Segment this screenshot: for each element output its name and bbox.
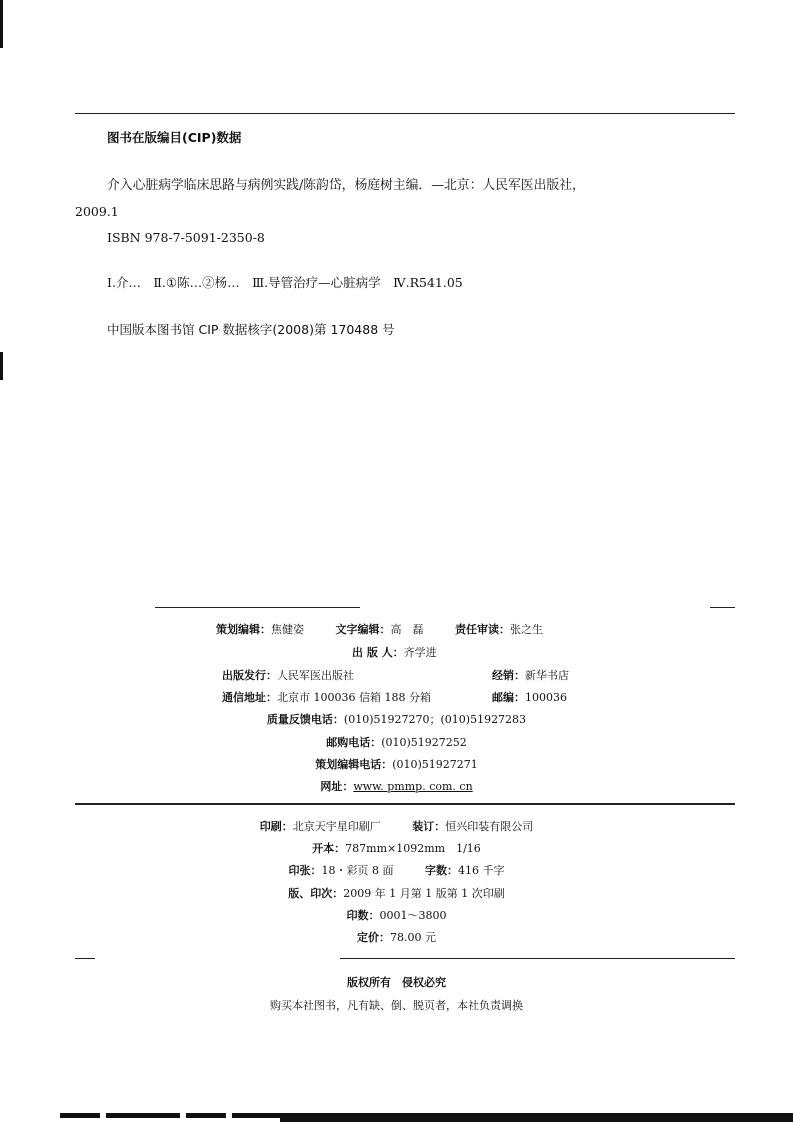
edition-row [0,886,793,902]
distributor: 新华书店 [525,669,569,682]
planning-phone-row [0,757,793,773]
sheets: 18・彩页 8 面 [321,864,394,877]
price: 78.00 元 [390,931,436,944]
planning-phone: (010)51927271 [392,758,478,771]
cip-record-line2: 2009.1 [75,204,119,219]
print-run: 0001～3800 [379,909,447,922]
address: 北京市 100036 信箱 188 分箱 [277,691,431,704]
printer-row [0,819,793,835]
mail-order-phone: (010)51927252 [381,736,467,749]
proofreader-label: 责任审读： [455,623,510,636]
isbn: ISBN 978-7-5091-2350-8 [107,230,265,245]
cip-heading: 图书在版编目(CIP)数据 [107,130,242,145]
text-editor: 高 磊 [390,623,424,636]
sheets-label: 印张： [288,864,322,877]
postcode-row [492,690,567,706]
binder-label: 装订： [412,820,446,833]
planning-editor: 焦健姿 [271,623,304,636]
price-label: 定价： [357,931,390,944]
planning-phone-label: 策划编辑电话： [315,758,393,771]
address-label: 通信地址： [222,691,277,704]
middle-rule [75,803,735,805]
cip-number: 中国版本图书馆 CIP 数据核字(2008)第 170488 号 [107,322,395,337]
editors-row [216,622,543,638]
scan-edge-mark [0,352,3,380]
website-link[interactable]: www. pmmp. com. cn [353,780,473,793]
divider [340,958,735,959]
words: 416 千字 [458,864,505,877]
proofreader: 张之生 [510,623,543,636]
exchange-notice: 购买本社图书，凡有缺、倒、脱页者，本社负责调换 [270,999,523,1012]
words-label: 字数： [425,864,458,877]
top-rule [75,113,735,114]
copyright-notice: 版权所有 侵权必究 [347,976,446,989]
feedback-phone: (010)51927270；(010)51927283 [343,713,527,726]
print-run-row [0,908,793,924]
divider [710,607,735,608]
distributor-label: 经销： [492,669,525,682]
printer-label: 印刷： [259,820,293,833]
format-row [0,841,793,857]
format-label: 开本： [312,842,346,855]
mail-order-row [0,735,793,751]
publisher-label: 出版发行： [222,669,277,682]
edition: 2009 年 1 月第 1 版第 1 次印刷 [343,887,505,900]
postcode-label: 邮编： [492,691,525,704]
cip-record-line1: 介入心脏病学临床思路与病例实践/陈韵岱，杨庭树主编．—北京：人民军医出版社， [107,178,585,193]
distributor-row [492,668,569,684]
publisher-person-label: 出 版 人： [352,646,404,659]
address-row [222,690,431,706]
edition-label: 版、印次： [288,887,344,900]
feedback-label: 质量反馈电话： [266,713,344,726]
website-row [0,779,793,795]
binder: 恒兴印装有限公司 [445,820,534,833]
sheets-row [0,863,793,879]
divider [155,607,360,608]
website-label: 网址： [320,780,354,793]
print-run-label: 印数： [346,909,380,922]
planning-editor-label: 策划编辑： [216,623,271,636]
scan-bottom-bar [280,1113,793,1122]
printer: 北京天宇星印刷厂 [292,820,381,833]
mail-order-label: 邮购电话： [326,736,382,749]
publisher-person: 齐学进 [403,646,437,659]
classification: Ⅰ.介… Ⅱ.①陈…②杨… Ⅲ.导管治疗—心脏病学 Ⅳ.R541.05 [107,275,463,290]
publisher: 人民军医出版社 [277,669,354,682]
price-row [0,930,793,946]
feedback-row [0,712,793,728]
format: 787mm×1092mm 1/16 [345,842,481,855]
divider [75,958,95,959]
postcode: 100036 [525,691,567,704]
text-editor-label: 文字编辑： [335,623,391,636]
publisher-row [222,668,354,684]
scan-edge-mark [0,0,3,48]
publisher-person-row [352,645,437,661]
